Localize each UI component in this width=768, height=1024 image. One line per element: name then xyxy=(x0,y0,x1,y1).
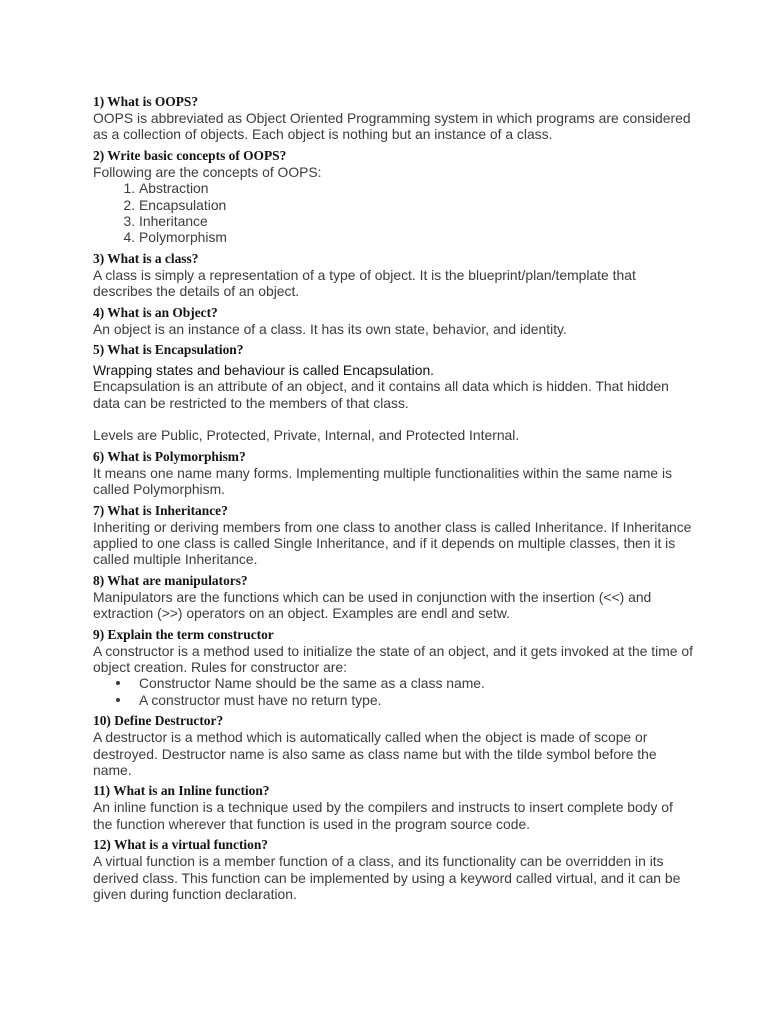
list-item: 4. Polymorphism xyxy=(139,229,693,245)
answer-paragraph: Wrapping states and behaviour is called Encapsulation. xyxy=(93,362,435,379)
qa-section-3 xyxy=(93,251,693,300)
question-heading: 7) What is Inheritance? xyxy=(93,502,228,518)
question-heading: 11) What is an Inline function? xyxy=(93,783,270,799)
question-heading: 8) What are manipulators? xyxy=(93,572,248,588)
bullet-icon xyxy=(116,698,120,702)
qa-section-8 xyxy=(93,573,693,622)
concepts-list xyxy=(93,180,693,246)
answer-intro: Following are the concepts of OOPS: xyxy=(93,163,322,180)
answer-paragraph: Manipulators are the functions which can be used in conjunction with the insertion (<<) and extraction (>>) operators on an object. Examples are endl and setw. xyxy=(93,588,652,622)
answer-paragraph: An inline function is a technique used by the compilers and instructs to insert complete body of the function wherever that function is used in the program source code. xyxy=(93,799,673,832)
answer-paragraph: A destructor is a method which is automatically called when the object is made of scope or destroyed. Destructor name is also same as class name but with the tilde symbol before the name. xyxy=(93,729,657,778)
answer-paragraph: Encapsulation is an attribute of an object, and it contains all data which is hidden. That hidden data can be restricted to the members of that class. xyxy=(93,378,669,411)
qa-section-7 xyxy=(93,503,693,568)
question-heading: 6) What is Polymorphism? xyxy=(93,448,246,464)
qa-section-4 xyxy=(93,305,693,337)
answer-paragraph: A constructor is a method used to initialize the state of an object, and it gets invoked at the time of object creation. Rules for constructor are: xyxy=(93,642,693,675)
list-item-text: A constructor must have no return type. xyxy=(139,691,382,708)
answer-paragraph: A virtual function is a member function of a class, and its functionality can be overridden in its derived class. This function can be implemented by using a keyword called virtual, and it can be given during function declaration. xyxy=(93,853,681,902)
question-heading: 9) Explain the term constructor xyxy=(93,626,274,642)
bullet-icon xyxy=(116,681,120,685)
question-heading: 3) What is a class? xyxy=(93,250,199,266)
answer-paragraph: Levels are Public, Protected, Private, Internal, and Protected Internal. xyxy=(93,427,520,444)
list-item: 3. Inheritance xyxy=(139,213,693,229)
list-item-text: Constructor Name should be the same as a class name. xyxy=(139,675,485,692)
qa-section-11 xyxy=(93,783,693,832)
question-heading: 4) What is an Object? xyxy=(93,304,218,320)
question-heading: 10) Define Destructor? xyxy=(93,713,224,729)
document-content xyxy=(93,94,693,907)
list-item xyxy=(93,692,693,708)
qa-section-10 xyxy=(93,713,693,778)
question-heading: 5) What is Encapsulation? xyxy=(93,342,244,358)
question-heading: 2) Write basic concepts of OOPS? xyxy=(93,147,287,163)
constructor-rules-list xyxy=(93,675,693,708)
qa-section-9 xyxy=(93,627,693,709)
answer-paragraph: An object is an instance of a class. It has its own state, behavior, and identity. xyxy=(93,320,567,337)
question-heading: 12) What is a virtual function? xyxy=(93,837,268,853)
qa-section-6 xyxy=(93,449,693,498)
qa-section-2 xyxy=(93,148,693,246)
answer-paragraph: OOPS is abbreviated as Object Oriented Programming system in which programs are considered as a collection of objects. Each object is nothing but an instance of a class. xyxy=(93,110,691,143)
answer-paragraph: It means one name many forms. Implementing multiple functionalities within the same name is called Polymorphism. xyxy=(93,464,673,498)
list-item xyxy=(93,675,693,691)
list-item: 1. Abstraction xyxy=(139,180,693,196)
qa-section-5 xyxy=(93,342,693,444)
list-item: 2. Encapsulation xyxy=(139,197,693,213)
qa-section-1 xyxy=(93,94,693,143)
question-heading: 1) What is OOPS? xyxy=(93,94,199,109)
answer-paragraph: A class is simply a representation of a type of object. It is the blueprint/plan/template that describes the details of an object. xyxy=(93,266,636,300)
answer-paragraph: Inheriting or deriving members from one class to another class is called Inheritance. If Inheritance applied to one class is called Single Inheritance, and if it depends on multiple classes, then it is called multiple Inheritance. xyxy=(93,518,692,568)
qa-section-12 xyxy=(93,837,693,902)
